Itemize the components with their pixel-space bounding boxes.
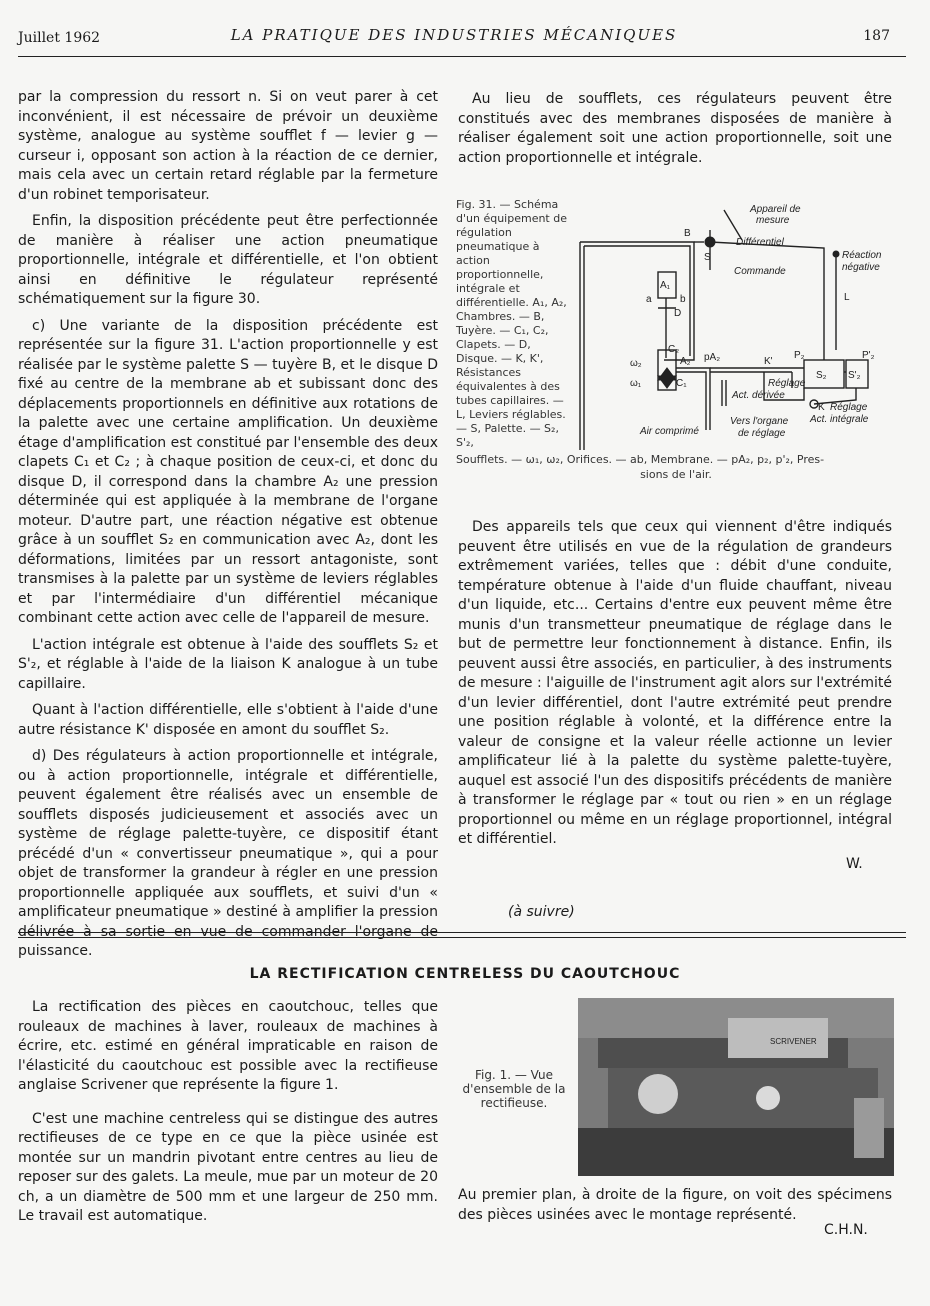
diag-label: S'₂ [848,370,861,381]
diag-label: Vers l'organe [730,416,789,427]
diag-label: mesure [756,215,790,226]
paragraph: La rectification des pièces en caoutchouc, telles que rouleaux de machines à laver, rouleaux de machines à écrire, etc. estimé en général impraticable en raison de l'élasticité du caoutchouc est possible avec la rectifieuse anglaise Scrivener que représente la figure 1. [18,999,438,1093]
header-rule [18,56,906,57]
paragraph: Au lieu de soufflets, ces régulateurs peuvent être constitués avec des membranes disposées de manière à réaliser également soit une action proportionnelle, soit une action proportionnelle et intégrale. [458,91,892,166]
figure-31-caption-bottom [456,452,896,482]
page-number: 187 [863,28,890,44]
author-signature: C.H.N. [824,1222,868,1238]
diag-label: Act. dérivée [732,390,785,401]
diag-label: Appareil de [750,204,801,215]
paragraph: L'action intégrale est obtenue à l'aide des soufflets S₂ et S'₂, et réglable à l'aide de la liaison K analogue à un tube capillaire. [18,636,438,692]
journal-title: LA PRATIQUE DES INDUSTRIES MÉCANIQUES [230,26,678,44]
diag-label: pA₂ [704,352,721,363]
diag-label: ω₂ [630,358,642,369]
diag-label: A₂ [680,356,691,367]
caption-line: Soufflets. — ω₁, ω₂, Orifices. — ab, Membrane. — pA₂, p₂, p'₂, Pres- [456,453,825,466]
diag-label: Commande [734,266,786,277]
paragraph: C'est une machine centreless qui se distingue des autres rectifieuses de ce type en ce que la pièce usinée est montée sur un mandrin pivotant entre centres au lieu de reposer sur des galets. La meule, mue par un moteur de 20 ch, a un diamètre de 500 mm et une largeur de 250 mm. Le travail est automatique. [18,1110,438,1224]
right-column-top [458,90,892,175]
diag-label: P₂ [794,350,805,361]
diag-label: S₂ [816,370,827,381]
diag-label: ω₁ [630,378,642,389]
diag-label: L [844,292,850,303]
diag-label: négative [842,262,880,273]
diag-label: P'₂ [862,350,875,361]
machine-nameplate: SCRIVENER [770,1037,817,1046]
diag-label: A₁ [660,280,671,291]
diag-label: D [674,308,682,319]
machine-photo [578,998,894,1176]
diag-label: S [704,252,711,263]
diag-label: Différentiel [736,237,784,248]
section-rule [18,937,906,938]
diag-label: B [684,228,691,239]
paragraph: Quant à l'action différentielle, elle s'obtient à l'aide d'une autre résistance K' disposée en amont du soufflet S₂. [18,702,438,738]
article-title: LA RECTIFICATION CENTRELESS DU CAOUTCHOUC [249,966,681,982]
diag-label: C₂ [668,344,680,355]
left-column [18,88,438,969]
paragraph: d) Des régulateurs à action proportionnelle et intégrale, ou à action proportionnelle, intégrale et différentielle, peuvent également être réalisés avec un ensemble de soufflets disposés judicieusement et associés avec un système de réglage palette-tuyère, ce dispositif étant précédé d'un « convertisseur pneumatique », qui a pour objet de transformer la grandeur à régler en une pression proportionnelle appliquée aux soufflets, et suivi d'un « amplificateur pneumatique » destiné à amplifier la pression délivrée à sa sortie en vue de commander l'organe de puissance. [18,748,438,959]
diag-label: C₁ [676,378,687,389]
figure-31-caption: Fig. 31. — Schéma d'un équipement de régulation pneumatique à action proportionnelle, intégrale et différentielle. A₁, A₂, Chambres. — B, Tuyère. — C₁, C₂, Clapets. — D, Disque. — K, K', Résistances équivalentes à des tubes capillaires. — L, Leviers réglables. — S, Palette. — S₂, S'₂, [456,198,567,449]
paragraph: Des appareils tels que ceux qui viennent d'être indiqués peuvent être utilisés en vue de la régulation de grandeurs extrêmement variées, telles que : débit d'une conduite, température obtenue à l'aide d'un fluide chauffant, niveau d'un liquide, etc... Certains d'entre eux peuvent même être munis d'un transmetteur pneumatique de réglage dans le but de permettre leur fonctionnement à distance. Enfin, ils peuvent aussi être associés, en particulier, à des instruments de mesure : l'aiguille de l'instrument agit alors sur l'extrémité d'un levier différentiel, dont l'autre extrémité peut prendre une position réglable à volonté, et la différence entre la valeur de consigne et la valeur réelle actionne un levier amplificateur lié à la palette du système palette-tuyère, auquel est associé l'un des dispositifs précédents de manière à transformer le réglage par « tout ou rien » en un réglage proportionnel ou même en un réglage proportionnel, intégral et différentiel. [458,519,892,847]
diag-label: Réaction [842,250,882,261]
author-signature: W. [846,856,863,872]
diag-label: Réglage [830,402,868,413]
diag-label: de réglage [738,428,786,439]
section-rule [18,932,906,933]
diag-label: Act. intégrale [810,414,869,425]
diag-label: a [646,294,652,305]
diag-label: Air comprimé [640,426,699,437]
right-column-bottom [458,518,892,857]
figure-1-caption: Fig. 1. — Vue d'ensemble de la rectifieuse. [462,1068,566,1110]
article2-text [18,998,438,1234]
issue-date: Juillet 1962 [18,30,101,46]
diag-label: K [818,402,825,413]
page-header [18,22,890,52]
paragraph: Enfin, la disposition précédente peut être perfectionnée de manière à réaliser une action pneumatique proportionnelle, intégrale et différentielle, et l'on obtient ainsi en définitive le régulateur représenté schématiquement sur la figure 30. [18,213,438,307]
photo-caption: Au premier plan, à droite de la figure, on voit des spécimens des pièces usinées avec le montage représenté. [458,1187,892,1223]
diag-label: b [680,294,686,305]
diag-label: K' [764,356,773,367]
paragraph: par la compression du ressort n. Si on veut parer à cet inconvénient, il est nécessaire de prévoir un deuxième système, analogue au système soufflet f — levier g — curseur i, opposant son action à la réaction de ce dernier, mais cela avec un certain retard réglable par la fermeture d'un robinet temporisateur. [18,89,438,203]
paragraph: c) Une variante de la disposition précédente est représentée sur la figure 31. L'action proportionnelle y est réalisée par le système palette S — tuyère B, et le disque D fixé au centre de la membrane ab et subissant donc des déplacements proportionnels en définitive aux rotations de la palette avec une certaine amplification. Un deuxième étage d'amplification est constitué par l'ensemble des deux clapets C₁ et C₂ ; à chaque position de ceux-ci, et donc du disque D, il correspond dans la chambre A₂ une pression déterminée qui est appliquée à la membrane de l'organe moteur. D'autre part, une réaction négative est obtenue grâce à un soufflet S₂ en communication avec A₂, dont les déformations, limitées par un ressort antagoniste, sont transmises à la palette par un système de leviers réglables et par l'intermédiaire d'un différentiel mécanique combinant cette action avec celle de l'appareil de mesure. [18,317,438,626]
figure-31-diagram [574,200,894,450]
to-be-continued: (à suivre) [508,904,575,920]
caption-line: sions de l'air. [640,468,712,481]
diag-label: Réglage [768,378,806,389]
